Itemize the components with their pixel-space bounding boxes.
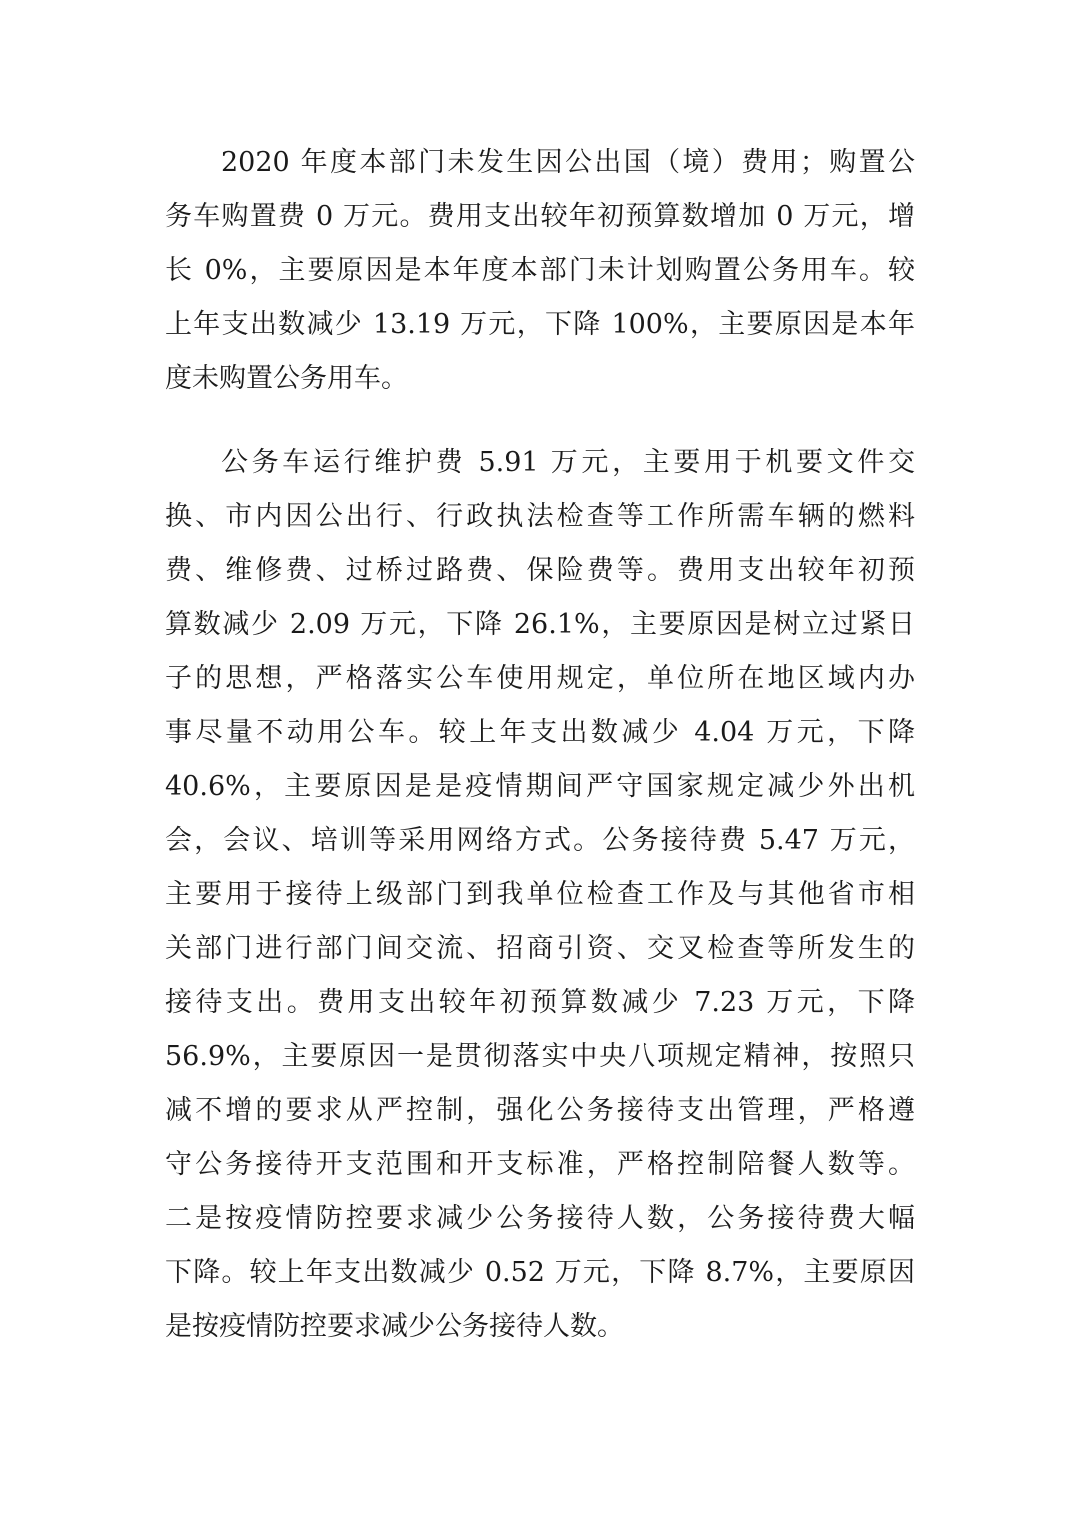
text-line: 接待支出。费用支出较年初预算数减少 7.23 万元，下降 [165, 987, 915, 1018]
text-line: 减不增的要求从严控制，强化公务接待支出管理，严格遵 [165, 1095, 915, 1126]
text-line: 56.9%，主要原因一是贯彻落实中央八项规定精神，按照只 [165, 1041, 915, 1072]
text-line: 度未购置公务用车。 [165, 363, 408, 394]
text-line: 事尽量不动用公车。较上年支出数减少 4.04 万元，下降 [165, 717, 915, 748]
text-line: 会，会议、培训等采用网络方式。公务接待费 5.47 万元， [165, 825, 915, 856]
text-line: 守公务接待开支范围和开支标准，严格控制陪餐人数等。 [165, 1149, 915, 1180]
text-line: 子的思想，严格落实公车使用规定，单位所在地区域内办 [165, 663, 915, 694]
text-line: 40.6%，主要原因是是疫情期间严守国家规定减少外出机 [165, 771, 915, 802]
paragraph-vehicle-purchase [165, 136, 915, 406]
text-line: 换、市内因公出行、行政执法检查等工作所需车辆的燃料 [165, 501, 915, 532]
text-line: 费、维修费、过桥过路费、保险费等。费用支出较年初预 [165, 555, 915, 586]
text-line: 是按疫情防控要求减少公务接待人数。 [165, 1311, 624, 1342]
text-line: 主要用于接待上级部门到我单位检查工作及与其他省市相 [165, 879, 915, 910]
text-line: 务车购置费 0 万元。费用支出较年初预算数增加 0 万元，增 [165, 201, 915, 232]
text-line: 2020 年度本部门未发生因公出国（境）费用；购置公 [221, 147, 915, 178]
text-line: 长 0%，主要原因是本年度本部门未计划购置公务用车。较 [165, 255, 915, 286]
text-line: 二是按疫情防控要求减少公务接待人数，公务接待费大幅 [165, 1203, 915, 1234]
paragraph-vehicle-operation-and-reception [165, 436, 915, 1354]
text-line: 关部门进行部门间交流、招商引资、交叉检查等所发生的 [165, 933, 915, 964]
text-line: 下降。较上年支出数减少 0.52 万元，下降 8.7%，主要原因 [165, 1257, 915, 1288]
text-line: 公务车运行维护费 5.91 万元，主要用于机要文件交 [221, 447, 915, 478]
text-line: 上年支出数减少 13.19 万元，下降 100%，主要原因是本年 [165, 309, 915, 340]
text-line: 算数减少 2.09 万元，下降 26.1%，主要原因是树立过紧日 [165, 609, 915, 640]
